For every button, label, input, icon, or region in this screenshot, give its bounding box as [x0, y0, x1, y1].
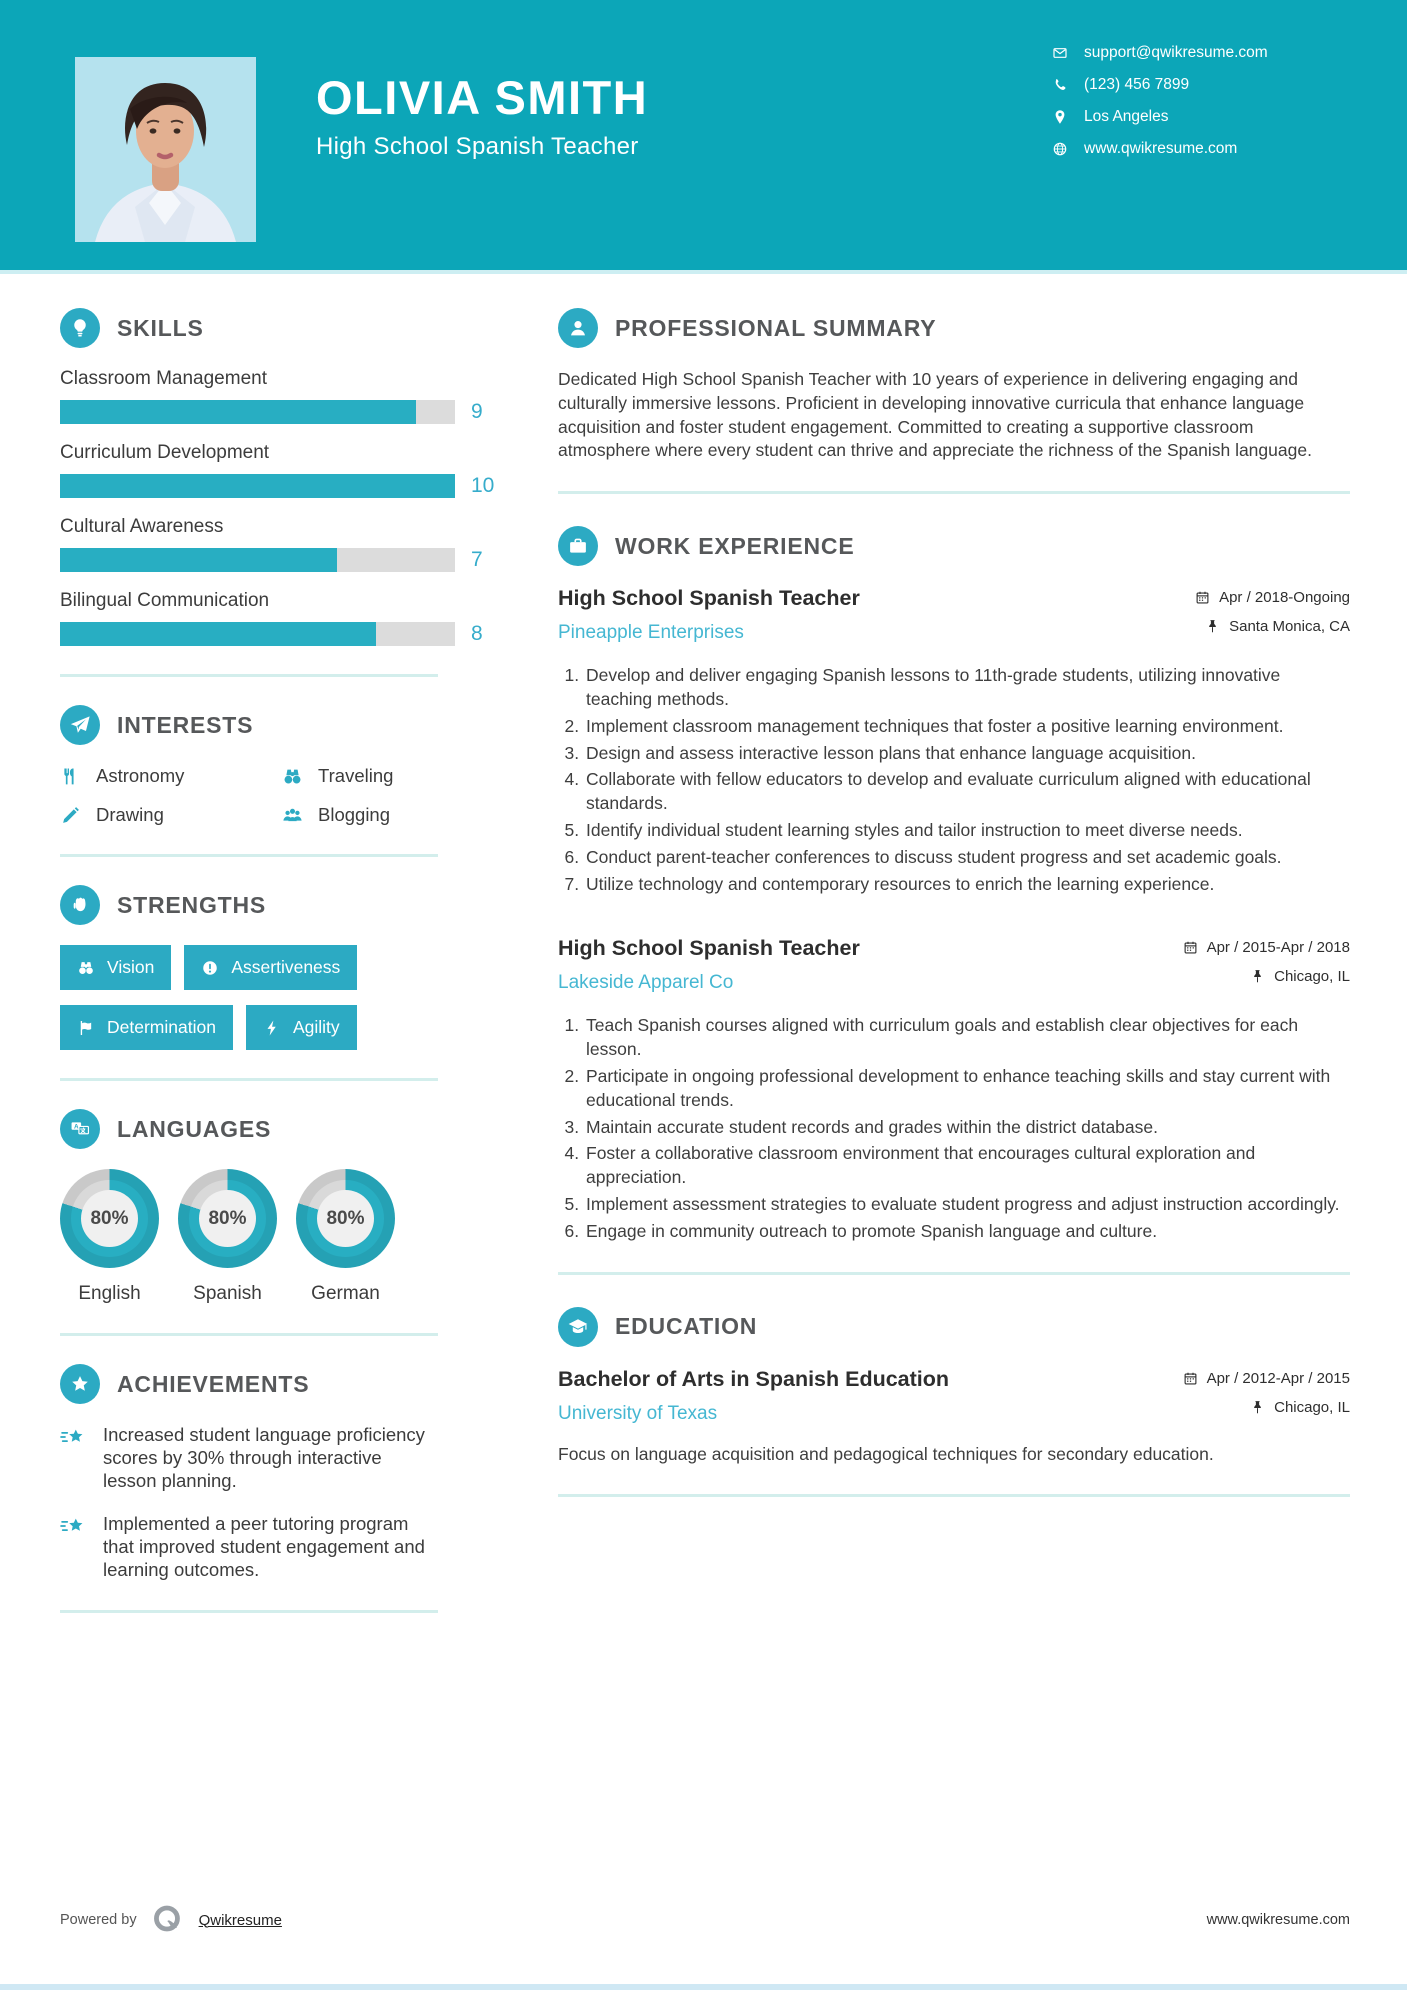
skills-list: [60, 368, 495, 646]
job-duty: 6. Engage in community outreach to promote Spanish language and culture.: [584, 1220, 1350, 1244]
contact-item[interactable]: [1052, 76, 1268, 94]
school-link[interactable]: University of Texas: [558, 1402, 718, 1424]
profile-photo: [75, 57, 256, 242]
job-duty: 4. Foster a collaborative classroom environment that encourages cultural exploration and appreciation.: [584, 1142, 1350, 1190]
fist-icon: [60, 885, 100, 925]
language-donut-chart: [178, 1169, 277, 1268]
job-duty: 3. Maintain accurate student records and grades within the district database.: [584, 1116, 1350, 1140]
section-title: EDUCATION: [615, 1313, 758, 1340]
skill-item: [60, 516, 483, 572]
pushpin-icon: [1250, 1400, 1265, 1415]
job-date: Apr / 2018-Ongoing: [1219, 589, 1350, 607]
section-divider: [60, 1333, 438, 1336]
skill-label: Bilingual Communication: [60, 590, 270, 611]
header-band: [0, 0, 1407, 274]
achievements-list: [60, 1424, 478, 1582]
skill-item: [60, 442, 495, 498]
skill-label: Classroom Management: [60, 368, 267, 389]
job-date: Apr / 2015-Apr / 2018: [1206, 939, 1350, 957]
experience-section: [558, 526, 1350, 1243]
skill-value: 10: [471, 474, 495, 497]
job-title: High School Spanish Teacher: [558, 936, 860, 961]
binoculars-icon: [77, 959, 95, 977]
skill-item: [60, 590, 483, 646]
section-divider: [558, 491, 1350, 494]
section-title: PROFESSIONAL SUMMARY: [615, 314, 937, 341]
summary-section: [558, 308, 1350, 463]
section-divider: [558, 1272, 1350, 1275]
skill-item: [60, 368, 483, 424]
strengths-list: [60, 945, 450, 1050]
strength-chip: [184, 945, 357, 990]
job-duties-list: [558, 1014, 1350, 1243]
language-item: [178, 1169, 277, 1305]
language-label: German: [311, 1283, 380, 1304]
footer: [60, 1902, 1350, 1938]
section-title: INTERESTS: [117, 711, 254, 738]
section-divider: [558, 1494, 1350, 1497]
job-location: Santa Monica, CA: [1229, 618, 1350, 636]
achievement-item: [60, 1424, 430, 1493]
job-duty: 1. Teach Spanish courses aligned with curriculum goals and establish clear objectives for each lesson.: [584, 1014, 1350, 1062]
shooting-star-icon: [60, 1425, 87, 1450]
section-title: SKILLS: [117, 314, 204, 341]
section-title: LANGUAGES: [117, 1115, 272, 1142]
skill-bar-fill: [60, 548, 337, 572]
calendar-icon: [1183, 940, 1198, 955]
job-duty: 2. Implement classroom management techniques that foster a positive learning environment.: [584, 715, 1350, 739]
envelope-icon: [1052, 45, 1068, 61]
powered-by-label: Powered by: [60, 1912, 137, 1928]
bottom-strip: [0, 1984, 1407, 1990]
interest-item: [60, 804, 282, 826]
contact-item[interactable]: [1052, 108, 1268, 126]
skill-label: Cultural Awareness: [60, 516, 224, 537]
calendar-icon: [1195, 590, 1210, 605]
education-heading: [558, 1307, 1350, 1347]
interest-label: Traveling: [318, 765, 394, 786]
left-column: [60, 308, 495, 1641]
strength-label: Assertiveness: [231, 957, 341, 977]
pushpin-icon: [1250, 969, 1265, 984]
skill-bar: [60, 474, 455, 498]
strength-label: Agility: [292, 1017, 340, 1037]
interests-section: [60, 705, 478, 826]
language-label: English: [78, 1283, 141, 1304]
calendar-icon: [1183, 1371, 1198, 1386]
section-title: STRENGTHS: [117, 891, 267, 918]
graduation-cap-icon: [558, 1307, 598, 1347]
pushpin-icon: [1205, 619, 1220, 634]
location-pin-icon: [1052, 109, 1068, 125]
job-duty: 6. Conduct parent-teacher conferences to discuss student progress and set academic goals.: [584, 846, 1350, 870]
strengths-heading: [60, 885, 478, 925]
contact-text: support@qwikresume.com: [1084, 44, 1268, 61]
skill-value: 8: [471, 622, 483, 645]
name-block: [316, 71, 649, 161]
contact-text: www.qwikresume.com: [1084, 140, 1238, 157]
section-divider: [60, 1078, 438, 1081]
strength-chip: [60, 945, 171, 990]
svg-text:A: A: [74, 1123, 79, 1131]
job-duty: 5. Implement assessment strategies to evaluate student progress and adjust instruction accordingly.: [584, 1193, 1350, 1217]
language-percent: 80%: [199, 1190, 256, 1247]
languages-heading: [60, 1109, 478, 1149]
job-duties-list: [558, 664, 1350, 896]
achievement-text: Implemented a peer tutoring program that improved student engagement and learning outcomes.: [103, 1512, 425, 1580]
profile-photo-illustration: [75, 57, 256, 242]
interest-label: Drawing: [96, 804, 164, 825]
skills-section: [60, 308, 495, 646]
section-divider: [60, 1610, 438, 1613]
education-date: Apr / 2012-Apr / 2015: [1206, 1369, 1350, 1387]
section-title: ACHIEVEMENTS: [117, 1370, 310, 1397]
phone-icon: [1052, 77, 1068, 93]
flag-icon: [77, 1019, 95, 1037]
language-label: Spanish: [193, 1283, 262, 1304]
section-divider: [60, 674, 438, 677]
qwikresume-logo: [150, 1902, 186, 1938]
globe-icon: [1052, 141, 1068, 157]
paper-plane-icon: [60, 705, 100, 745]
jobs-list: [558, 586, 1350, 1243]
contact-text: (123) 456 7899: [1084, 76, 1190, 93]
contact-item[interactable]: [1052, 44, 1268, 62]
job-meta: [1195, 589, 1350, 635]
job-duty: 2. Participate in ongoing professional development to enhance teaching skills and stay current with educational trends.: [584, 1065, 1350, 1113]
job-duty: 3. Design and assess interactive lesson plans that enhance language acquisition.: [584, 742, 1350, 766]
degree-title: Bachelor of Arts in Spanish Education: [558, 1366, 950, 1391]
language-donut-chart: [296, 1169, 395, 1268]
education-meta: [1183, 1370, 1350, 1416]
skill-bar-fill: [60, 622, 376, 646]
achievements-section: [60, 1364, 478, 1582]
interest-item: [282, 765, 478, 787]
utensils-icon: [60, 766, 81, 787]
job-title: High School Spanish Teacher: [558, 586, 860, 611]
education-location: Chicago, IL: [1274, 1398, 1350, 1416]
interest-label: Astronomy: [96, 765, 185, 786]
summary-text: Dedicated High School Spanish Teacher with 10 years of experience in delivering engaging and culturally immersive lessons. Proficient in developing innovative curricula that enhance language acquisition and foster student engagement. Committed to creating a supportive classroom atmosphere where every student can thrive and appreciate the richness of the Spanish language.: [558, 369, 1312, 461]
language-percent: 80%: [81, 1190, 138, 1247]
interests-heading: [60, 705, 478, 745]
achievements-heading: [60, 1364, 478, 1404]
achievement-item: [60, 1513, 430, 1582]
bolt-icon: [263, 1019, 281, 1037]
user-icon: [558, 308, 598, 348]
section-divider: [60, 854, 438, 857]
achievement-text: Increased student language proficiency scores by 30% through interactive lesson planning.: [103, 1424, 425, 1491]
job-location: Chicago, IL: [1274, 968, 1350, 986]
job-duty: 7. Utilize technology and contemporary resources to enrich the learning experience.: [584, 873, 1350, 897]
skill-value: 7: [471, 548, 483, 571]
education-entry: [558, 1367, 1350, 1467]
job-duty: 4. Collaborate with fellow educators to develop and evaluate curriculum aligned with educational standards.: [584, 768, 1350, 816]
strength-label: Determination: [107, 1017, 216, 1037]
education-note: Focus on language acquisition and pedagogical techniques for secondary education.: [558, 1443, 1214, 1464]
job-company-link[interactable]: Lakeside Apparel Co: [558, 972, 734, 994]
users-icon: [282, 805, 303, 826]
skill-label: Curriculum Development: [60, 442, 270, 463]
languages-section: [60, 1109, 478, 1305]
star-icon: [60, 1364, 100, 1404]
pencil-icon: [60, 805, 81, 826]
candidate-name: OLIVIA SMITH: [316, 71, 649, 124]
main-content: [0, 274, 1407, 1641]
contact-text: Los Angeles: [1084, 108, 1169, 125]
skill-value: 9: [471, 400, 483, 423]
skill-bar: [60, 622, 455, 646]
summary-heading: [558, 308, 1350, 348]
strength-chip: [60, 1005, 233, 1050]
education-section: [558, 1307, 1350, 1467]
strength-chip: [246, 1005, 357, 1050]
section-title: WORK EXPERIENCE: [615, 532, 855, 559]
languages-list: [60, 1169, 478, 1305]
job-duty: 5. Identify individual student learning styles and tailor instruction to meet diverse needs.: [584, 819, 1350, 843]
contact-item[interactable]: [1052, 140, 1268, 158]
language-donut-chart: [60, 1169, 159, 1268]
candidate-title: High School Spanish Teacher: [316, 133, 639, 160]
skill-bar-fill: [60, 474, 455, 498]
experience-heading: [558, 526, 1350, 566]
powered-by: [60, 1902, 282, 1938]
exclamation-circle-icon: [201, 959, 219, 977]
job-meta: [1183, 939, 1350, 985]
shooting-star-icon: [60, 1514, 87, 1539]
interests-list: [60, 765, 478, 826]
job-company-link[interactable]: Pineapple Enterprises: [558, 622, 744, 644]
interest-item: [60, 765, 282, 787]
skill-bar-fill: [60, 400, 416, 424]
briefcase-icon: [558, 526, 598, 566]
skill-bar: [60, 400, 455, 424]
strengths-section: [60, 885, 478, 1050]
job-entry: [558, 586, 1350, 896]
translate-icon: [60, 1109, 100, 1149]
language-item: [60, 1169, 159, 1305]
lightbulb-icon: [60, 308, 100, 348]
skill-bar: [60, 548, 455, 572]
language-percent: 80%: [317, 1190, 374, 1247]
language-item: [296, 1169, 395, 1305]
qwikresume-brand-link[interactable]: Qwikresume: [198, 1911, 282, 1929]
contact-list: [1052, 44, 1268, 158]
strength-label: Vision: [107, 957, 155, 977]
interest-label: Blogging: [318, 804, 391, 825]
skills-heading: [60, 308, 478, 348]
footer-site-link[interactable]: www.qwikresume.com: [1206, 1912, 1350, 1928]
right-column: [558, 308, 1350, 1529]
interest-item: [282, 804, 478, 826]
job-entry: [558, 936, 1350, 1243]
job-duty: 1. Develop and deliver engaging Spanish lessons to 11th-grade students, utilizing innovative teaching methods.: [584, 664, 1350, 712]
binoculars-icon: [282, 766, 303, 787]
